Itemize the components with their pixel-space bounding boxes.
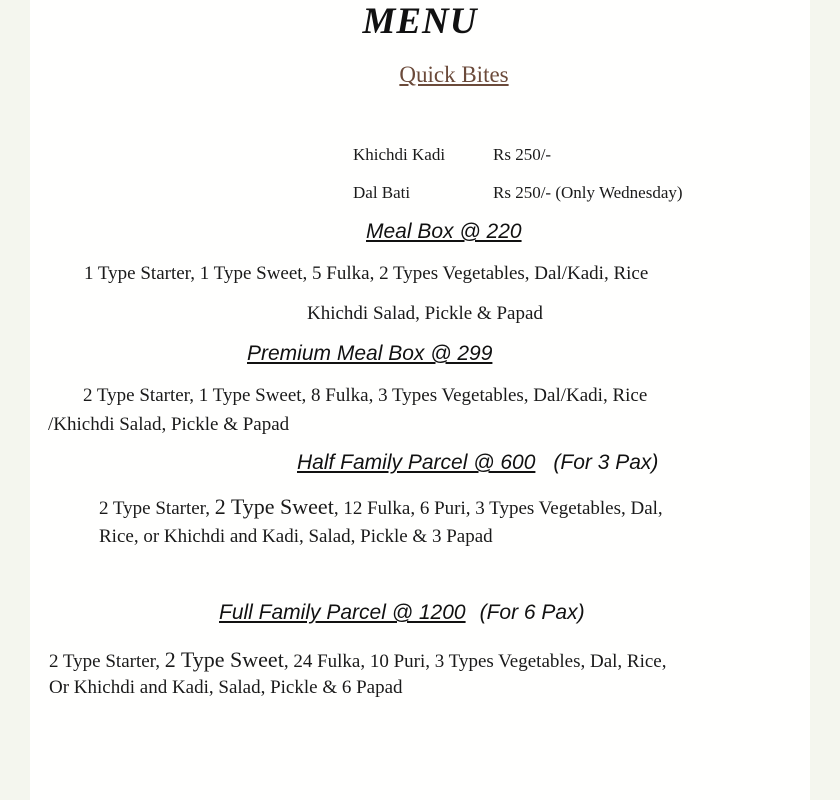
quick-bite-name: Khichdi Kadi bbox=[353, 145, 446, 164]
meal-box-heading bbox=[366, 220, 522, 244]
full-family-parcel-desc-line1 bbox=[49, 647, 666, 673]
desc-text-large: 2 Type Sweet bbox=[164, 647, 284, 672]
full-family-parcel-desc-line2: Or Khichdi and Kadi, Salad, Pickle & 6 Papad bbox=[49, 677, 403, 698]
half-family-parcel-desc-line2: Rice, or Khichdi and Kadi, Salad, Pickle & 3 Papad bbox=[99, 526, 493, 547]
full-family-parcel-pax: (For 6 Pax) bbox=[479, 601, 585, 624]
premium-meal-box-desc-line1: 2 Type Starter, 1 Type Sweet, 8 Fulka, 3 Types Vegetables, Dal/Kadi, Rice bbox=[83, 385, 648, 406]
half-family-parcel-heading bbox=[297, 451, 658, 475]
desc-text: 2 Type Starter, bbox=[99, 498, 215, 519]
half-family-parcel-heading-text: Half Family Parcel @ 600 bbox=[297, 451, 536, 474]
quick-bite-price: Rs 250/- bbox=[493, 145, 552, 164]
desc-text: , 24 Fulka, 10 Puri, 3 Types Vegetables, Dal, Rice, bbox=[283, 651, 667, 672]
meal-box-desc-line1: 1 Type Starter, 1 Type Sweet, 5 Fulka, 2 Types Vegetables, Dal/Kadi, Rice bbox=[84, 263, 649, 284]
full-family-parcel-heading-text: Full Family Parcel @ 1200 bbox=[219, 601, 466, 624]
desc-text: 2 Type Starter, bbox=[49, 651, 165, 672]
half-family-parcel-desc-line1 bbox=[99, 494, 663, 520]
menu-title: MENU bbox=[362, 1, 478, 42]
quick-bite-price: Rs 250/- (Only Wednesday) bbox=[493, 183, 683, 202]
premium-meal-box-heading-text: Premium Meal Box @ 299 bbox=[247, 342, 493, 365]
desc-text-large: 2 Type Sweet bbox=[214, 494, 334, 519]
meal-box-desc-line2: Khichdi Salad, Pickle & Papad bbox=[307, 303, 543, 324]
section-title-quick-bites: Quick Bites bbox=[399, 62, 509, 87]
premium-meal-box-desc-line2: /Khichdi Salad, Pickle & Papad bbox=[48, 414, 290, 435]
half-family-parcel-pax: (For 3 Pax) bbox=[553, 451, 659, 474]
premium-meal-box-heading bbox=[247, 342, 492, 366]
full-family-parcel-heading bbox=[219, 601, 585, 625]
meal-box-heading-text: Meal Box @ 220 bbox=[366, 220, 522, 243]
quick-bite-name: Dal Bati bbox=[353, 183, 411, 202]
desc-text: , 12 Fulka, 6 Puri, 3 Types Vegetables, Dal, bbox=[333, 498, 663, 519]
